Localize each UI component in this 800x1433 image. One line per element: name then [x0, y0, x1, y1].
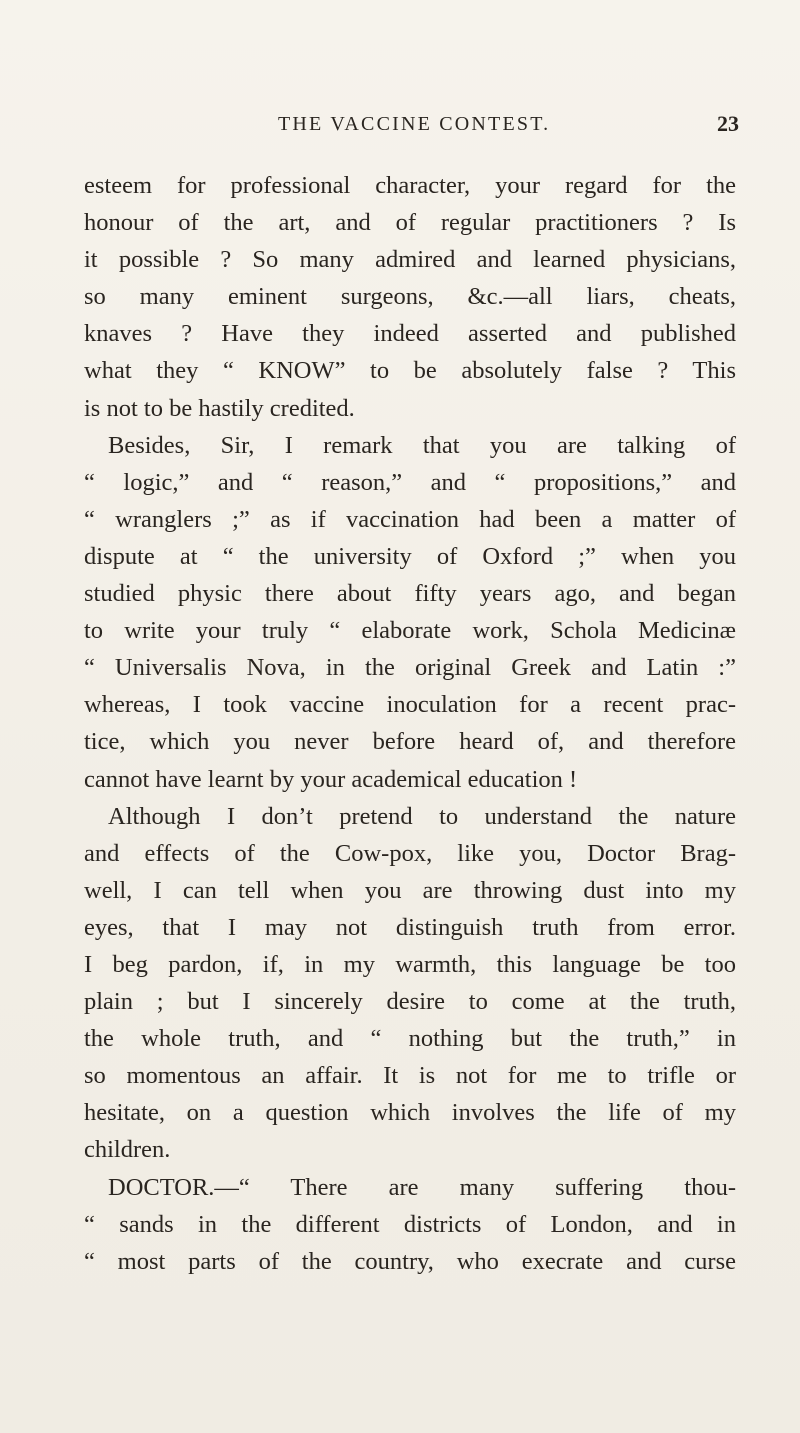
text-line: eyes, that I may not distinguish truth from error.: [84, 913, 736, 941]
text-line: Besides, Sir, I remark that you are talking of: [108, 431, 736, 459]
text-line: knaves ? Have they indeed asserted and published: [84, 320, 736, 348]
text-line: esteem for professional character, your regard for the: [84, 172, 736, 199]
running-head: [0, 113, 800, 143]
text-line: to write your truly “ elaborate work, Schola Medicinæ: [84, 617, 736, 645]
text-line: what they “ KNOW” to be absolutely false ? This: [84, 357, 736, 385]
text-line: well, I can tell when you are throwing dust into my: [84, 876, 736, 904]
body-text: [84, 167, 736, 1280]
text-line: cannot have learnt by your academical education !: [84, 765, 578, 793]
text-line: whereas, I took vaccine inoculation for a recent prac-: [84, 691, 736, 719]
text-line: Although I don’t pretend to understand the nature: [108, 802, 736, 830]
text-line: “ Universalis Nova, in the original Greek and Latin :”: [84, 654, 736, 682]
text-line: honour of the art, and of regular practitioners ? Is: [84, 209, 736, 237]
text-line: studied physic there about fifty years ago, and began: [84, 580, 736, 608]
text-line: and effects of the Cow-pox, like you, Doctor Brag-: [84, 839, 736, 867]
text-line: plain ; but I sincerely desire to come at the truth,: [84, 988, 736, 1016]
text-line: “ most parts of the country, who execrate and curse: [84, 1247, 736, 1275]
page-number: 23: [717, 111, 739, 136]
text-line: dispute at “ the university of Oxford ;” when you: [84, 542, 736, 570]
text-line: is not to be hastily credited.: [84, 394, 355, 422]
running-title: THE VACCINE CONTEST.: [278, 113, 551, 135]
text-line: so momentous an affair. It is not for me to trifle or: [84, 1062, 736, 1090]
text-line: hesitate, on a question which involves the life of my: [84, 1099, 736, 1127]
text-line: “ logic,” and “ reason,” and “ propositions,” and: [84, 468, 736, 496]
text-line: the whole truth, and “ nothing but the truth,” in: [84, 1025, 736, 1053]
text-line: it possible ? So many admired and learned physicians,: [84, 246, 736, 274]
text-line: DOCTOR.—“ There are many suffering thou-: [108, 1173, 736, 1201]
text-line: tice, which you never before heard of, and therefore: [84, 728, 736, 756]
text-line: I beg pardon, if, in my warmth, this language be too: [84, 950, 736, 978]
text-line: “ sands in the different districts of London, and in: [84, 1210, 736, 1238]
text-line: children.: [84, 1136, 171, 1164]
text-line: “ wranglers ;” as if vaccination had been a matter of: [84, 505, 736, 533]
text-line: so many eminent surgeons, &c.—all liars, cheats,: [84, 283, 736, 311]
